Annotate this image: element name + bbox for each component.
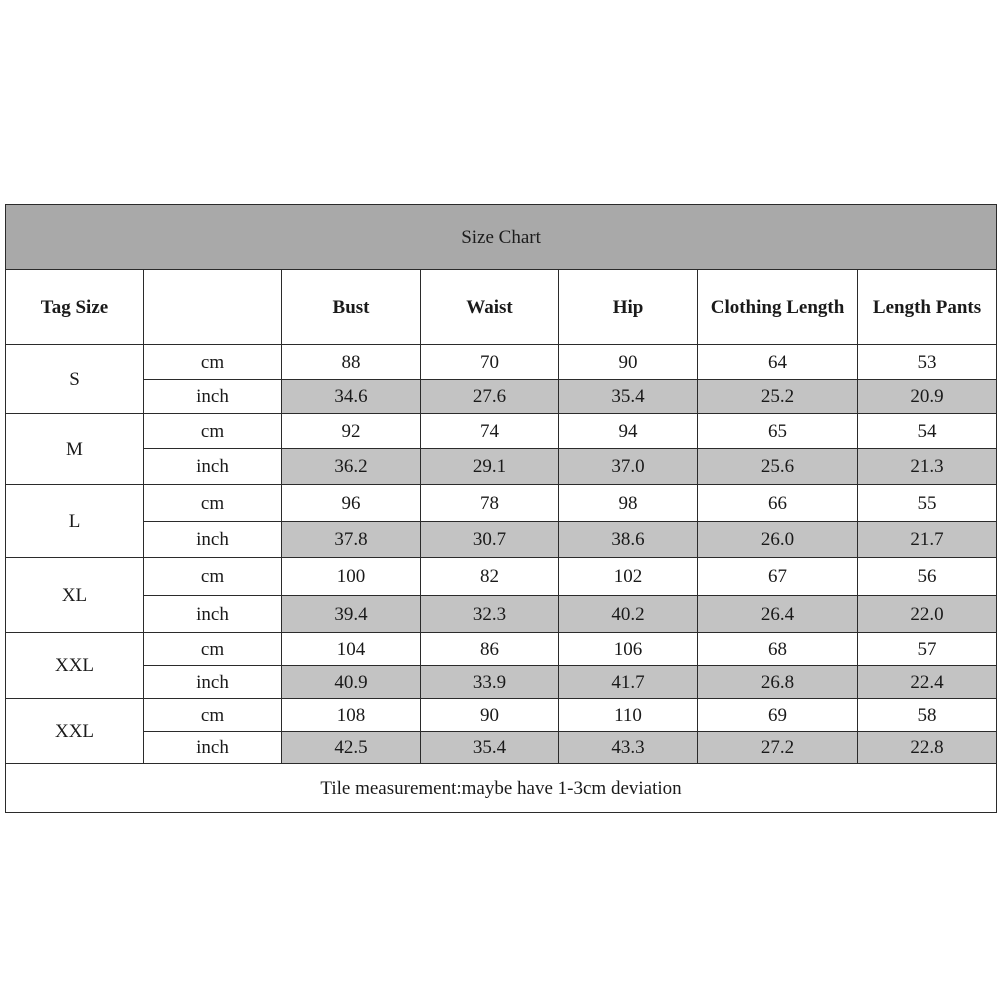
bust-cm-cell: 88	[282, 345, 421, 380]
title-row	[6, 205, 997, 270]
header-row	[6, 270, 997, 345]
size-label: L	[6, 485, 144, 558]
waist-inch-cell: 35.4	[421, 732, 559, 764]
bust-cm-cell: 92	[282, 414, 421, 449]
hip-inch-cell: 43.3	[559, 732, 698, 764]
length-pants-cm-cell: 55	[858, 485, 997, 522]
size-0-inch-row	[6, 380, 997, 414]
size-label: XL	[6, 558, 144, 633]
size-1-inch-row	[6, 449, 997, 485]
unit-label-inch: inch	[144, 732, 282, 764]
length-pants-inch-cell: 20.9	[858, 380, 997, 414]
waist-inch-cell: 27.6	[421, 380, 559, 414]
clothing-length-inch-cell: 25.6	[698, 449, 858, 485]
chart-title: Size Chart	[6, 205, 997, 270]
unit-label-inch: inch	[144, 380, 282, 414]
bust-cm-cell: 100	[282, 558, 421, 596]
header-hip: Hip	[559, 270, 698, 345]
waist-cm-cell: 70	[421, 345, 559, 380]
length-pants-inch-cell: 22.0	[858, 596, 997, 633]
waist-cm-cell: 90	[421, 699, 559, 732]
header-length-pants: Length Pants	[858, 270, 997, 345]
clothing-length-inch-cell: 27.2	[698, 732, 858, 764]
hip-cm-cell: 102	[559, 558, 698, 596]
size-0-cm-row	[6, 345, 997, 380]
waist-inch-cell: 29.1	[421, 449, 559, 485]
waist-inch-cell: 33.9	[421, 666, 559, 699]
header-tag-size: Tag Size	[6, 270, 144, 345]
clothing-length-cm-cell: 64	[698, 345, 858, 380]
hip-cm-cell: 94	[559, 414, 698, 449]
unit-label-cm: cm	[144, 485, 282, 522]
size-4-inch-row	[6, 666, 997, 699]
length-pants-inch-cell: 21.7	[858, 522, 997, 558]
clothing-length-cm-cell: 67	[698, 558, 858, 596]
unit-label-cm: cm	[144, 414, 282, 449]
waist-inch-cell: 32.3	[421, 596, 559, 633]
hip-cm-cell: 110	[559, 699, 698, 732]
size-1-cm-row	[6, 414, 997, 449]
unit-label-inch: inch	[144, 522, 282, 558]
hip-cm-cell: 106	[559, 633, 698, 666]
waist-cm-cell: 74	[421, 414, 559, 449]
bust-cm-cell: 108	[282, 699, 421, 732]
waist-cm-cell: 86	[421, 633, 559, 666]
size-4-cm-row	[6, 633, 997, 666]
header-bust: Bust	[282, 270, 421, 345]
size-2-cm-row	[6, 485, 997, 522]
unit-label-inch: inch	[144, 596, 282, 633]
size-5-inch-row	[6, 732, 997, 764]
unit-label-cm: cm	[144, 345, 282, 380]
unit-label-inch: inch	[144, 666, 282, 699]
hip-cm-cell: 90	[559, 345, 698, 380]
clothing-length-inch-cell: 25.2	[698, 380, 858, 414]
unit-label-inch: inch	[144, 449, 282, 485]
waist-cm-cell: 82	[421, 558, 559, 596]
unit-label-cm: cm	[144, 633, 282, 666]
bust-inch-cell: 42.5	[282, 732, 421, 764]
length-pants-cm-cell: 54	[858, 414, 997, 449]
footnote: Tile measurement:maybe have 1-3cm deviation	[6, 764, 997, 813]
clothing-length-inch-cell: 26.4	[698, 596, 858, 633]
unit-label-cm: cm	[144, 699, 282, 732]
clothing-length-cm-cell: 68	[698, 633, 858, 666]
length-pants-inch-cell: 22.8	[858, 732, 997, 764]
size-label: XXL	[6, 699, 144, 764]
clothing-length-inch-cell: 26.0	[698, 522, 858, 558]
bust-inch-cell: 34.6	[282, 380, 421, 414]
header-clothing-length: Clothing Length	[698, 270, 858, 345]
footnote-row	[6, 764, 997, 813]
size-2-inch-row	[6, 522, 997, 558]
hip-inch-cell: 35.4	[559, 380, 698, 414]
hip-inch-cell: 40.2	[559, 596, 698, 633]
waist-inch-cell: 30.7	[421, 522, 559, 558]
length-pants-cm-cell: 53	[858, 345, 997, 380]
size-chart-table	[5, 204, 997, 813]
length-pants-cm-cell: 58	[858, 699, 997, 732]
bust-inch-cell: 37.8	[282, 522, 421, 558]
bust-inch-cell: 40.9	[282, 666, 421, 699]
length-pants-inch-cell: 22.4	[858, 666, 997, 699]
header-waist: Waist	[421, 270, 559, 345]
hip-cm-cell: 98	[559, 485, 698, 522]
clothing-length-cm-cell: 65	[698, 414, 858, 449]
length-pants-inch-cell: 21.3	[858, 449, 997, 485]
size-3-cm-row	[6, 558, 997, 596]
size-3-inch-row	[6, 596, 997, 633]
waist-cm-cell: 78	[421, 485, 559, 522]
clothing-length-inch-cell: 26.8	[698, 666, 858, 699]
bust-inch-cell: 36.2	[282, 449, 421, 485]
bust-cm-cell: 104	[282, 633, 421, 666]
clothing-length-cm-cell: 66	[698, 485, 858, 522]
size-label: XXL	[6, 633, 144, 699]
bust-inch-cell: 39.4	[282, 596, 421, 633]
hip-inch-cell: 38.6	[559, 522, 698, 558]
hip-inch-cell: 41.7	[559, 666, 698, 699]
header-unit	[144, 270, 282, 345]
size-chart-body	[6, 205, 997, 813]
size-label: M	[6, 414, 144, 485]
length-pants-cm-cell: 56	[858, 558, 997, 596]
length-pants-cm-cell: 57	[858, 633, 997, 666]
clothing-length-cm-cell: 69	[698, 699, 858, 732]
hip-inch-cell: 37.0	[559, 449, 698, 485]
size-label: S	[6, 345, 144, 414]
bust-cm-cell: 96	[282, 485, 421, 522]
unit-label-cm: cm	[144, 558, 282, 596]
size-5-cm-row	[6, 699, 997, 732]
